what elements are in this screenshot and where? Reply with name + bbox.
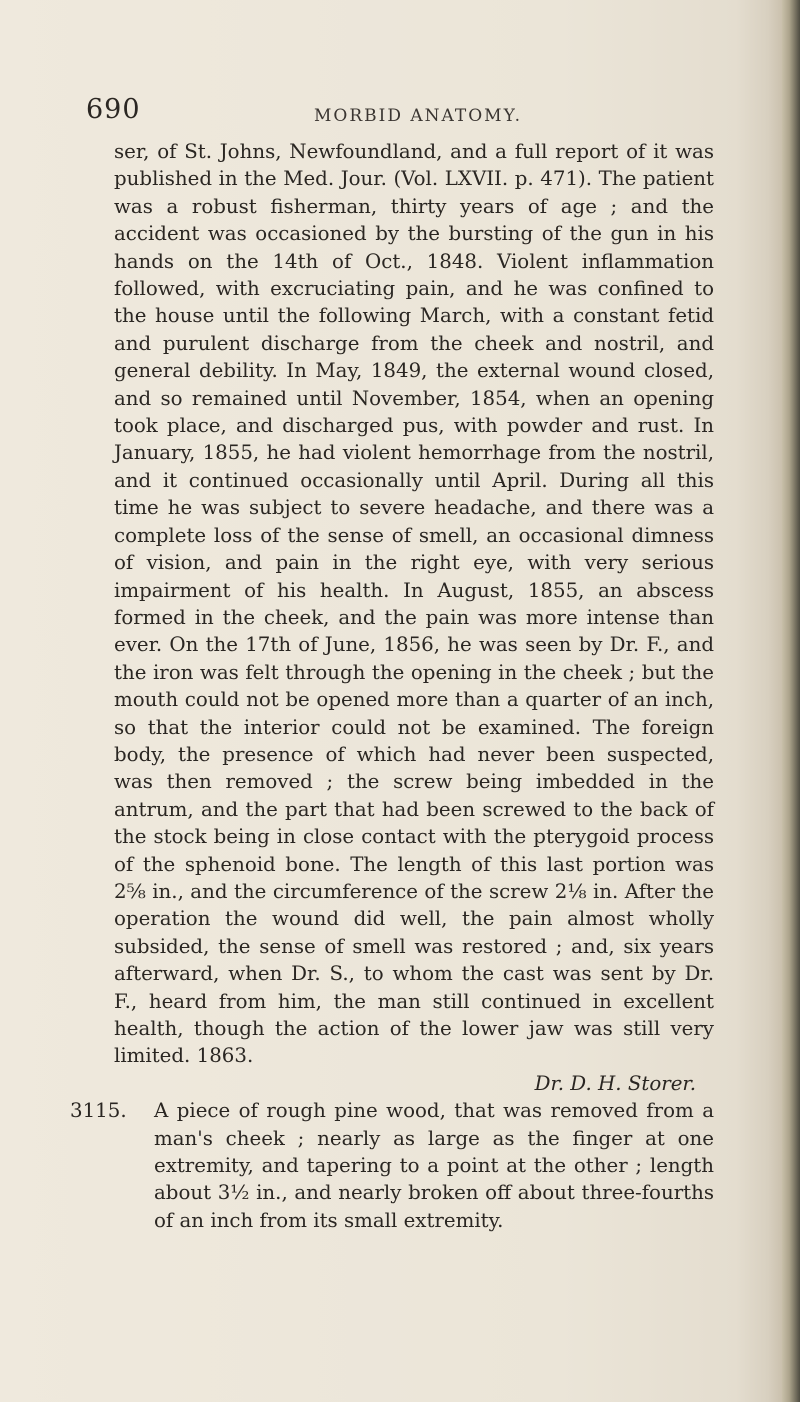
author-signature: Dr. D. H. Storer.: [534, 1071, 696, 1095]
page-header: [86, 94, 706, 130]
specimen-number: 3115.: [70, 1099, 127, 1123]
page-number: 690: [86, 94, 141, 125]
specimen-entry: [70, 1097, 714, 1234]
body-text: [70, 138, 714, 1234]
page-binding-edge: [782, 0, 800, 1402]
running-title: MORBID ANATOMY.: [314, 106, 523, 126]
continued-paragraph: ser, of St. Johns, Newfoundland, and a full report of it was published in the Med. Jour. (Vol. LXVII. p. 471). The patient was a robust fisherman, thirty years of age ; and the accident was occasioned by the bursting of the gun in his hands on the 14th of Oct., 1848. Violent inflammation followed, with excruciating pain, and he was confined to the house until the following March, with a constant fetid and purulent discharge from the cheek and nostril, and general debility. In May, 1849, the external wound closed, and so remained until November, 1854, when an opening took place, and discharged pus, with powder and rust. In January, 1855, he had violent hemorrhage from the nostril, and it continued occasionally until April. During all this time he was subject to severe headache, and there was a complete loss of the sense of smell, an occasional dimness of vision, and pain in the right eye, with very serious impairment of his health. In August, 1855, an abscess formed in the cheek, and the pain was more intense than ever. On the 17th of June, 1856, he was seen by Dr. F., and the iron was felt through the opening in the cheek ; but the mouth could not be opened more than a quarter of an inch, so that the interior could not be examined. The foreign body, the presence of which had never been suspected, was then removed ; the screw being imbedded in the antrum, and the part that had been screwed to the back of the stock being in close contact with the pterygoid process of the sphenoid bone. The length of this last portion was 2⅝ in., and the circumference of the screw 2⅛ in. After the operation the wound did well, the pain almost wholly subsided, the sense of smell was restored ; and, six years afterward, when Dr. S., to whom the cast was sent by Dr. F., heard from him, the man still continued in excellent health, though the action of the lower jaw was still very limited. 1863.: [114, 140, 714, 1068]
specimen-description: A piece of rough pine wood, that was removed from a man's cheek ; nearly as large as the finger at one extremity, and tapering to a point at the other ; length about 3½ in., and nearly broken off about three-fourths of an inch from its small extremity.: [154, 1099, 714, 1232]
